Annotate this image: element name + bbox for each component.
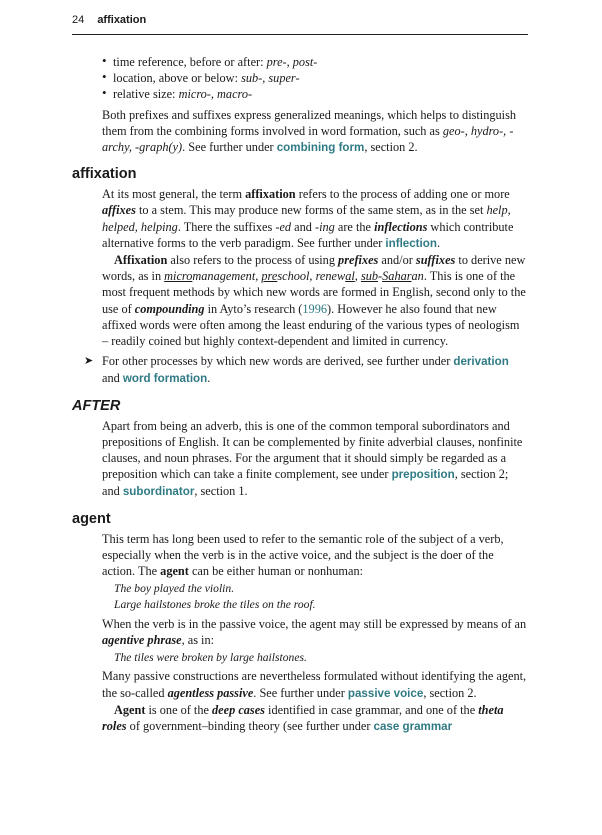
agent-paragraph-2: When the verb is in the passive voice, the agent may still be expressed by means of an agentive phrase, as in: — [102, 616, 527, 647]
list-item: • relative size: micro-, macro- — [102, 86, 528, 102]
agent-paragraph-1: This term has long been used to refer to the semantic role of the subject of a verb, especially when the verb is in the active voice, and the subject is the doer of the action. The agent can be either human or nonhuman: — [102, 531, 504, 579]
list-item: • location, above or below: sub-, super- — [102, 70, 528, 86]
agent-paragraph-3: Many passive constructions are nevertheless formulated without identifying the agent, the so-called agentless passive. See further under passive voice, section 2. — [102, 669, 527, 700]
affixation-paragraph-1: At its most general, the term affixation refers to the process of adding one or more affixes to a stem. This may produce new forms of the same stem, as in the set help, helped, helping. There the suffixes -ed and -ing are the inflections which contribute alternative forms to the verb paradigm. See further under inflection. — [102, 187, 514, 250]
entry-heading-after: AFTER — [72, 397, 121, 414]
example-sentence: Large hailstones broke the tiles on the roof. — [114, 598, 316, 612]
xref-link[interactable]: derivation — [453, 355, 509, 369]
xref-link[interactable]: case grammar — [373, 719, 453, 733]
entry-heading-affixation: affixation — [72, 166, 137, 183]
agent-paragraph-4: Agent is one of the deep cases identified in case grammar, and one of the theta roles of government–binding theory (see further under case grammar — [102, 702, 504, 733]
page-number: 24 — [72, 14, 85, 26]
affixation-paragraph-2: Affixation also refers to the process of using prefixes and/or suffixes to derive new words, as in micromanagement, preschool, renewal, sub-Saharan. This is one of the most frequent methods by which new words are formed in English, second only to the use of compounding in Ayto’s research (1996). However he also found that new affixed words were often among the least enduring of the various types of neologism – readily coined but highly context-dependent and limited in currency. — [102, 253, 526, 349]
xref-link[interactable]: preposition — [391, 468, 455, 482]
xref-link[interactable]: passive voice — [347, 686, 424, 700]
xref-link[interactable]: inflection — [385, 236, 437, 250]
arrow-icon: ➤ — [84, 355, 94, 368]
xref-link[interactable]: combining form — [276, 141, 365, 155]
citation-year[interactable]: 1996 — [302, 301, 327, 316]
example-sentence: The tiles were broken by large hailstones. — [114, 651, 307, 665]
see-also-note: ➤ For other processes by which new words are derived, see further under derivation and word formation. — [84, 354, 509, 386]
xref-link[interactable]: subordinator — [122, 485, 195, 499]
entry-heading-agent: agent — [72, 510, 111, 527]
bullet-list — [102, 54, 528, 103]
example-sentence: The boy played the violin. — [114, 582, 235, 596]
intro-paragraph: Both prefixes and suffixes express generalized meanings, which helps to distinguish them from the combining forms involved in word formation, such as geo-, hydro-, -archy, -graph(y). See further under combining form, section 2. — [102, 107, 517, 155]
list-item: • time reference, before or after: pre-, post- — [102, 54, 528, 70]
running-head: affixation — [97, 14, 147, 26]
page-header — [72, 14, 528, 35]
xref-link[interactable]: word formation — [122, 372, 208, 386]
after-paragraph: Apart from being an adverb, this is one of the common temporal subordinators and prepositions of English. It can be complemented by finite adverbial clauses, nonfinite clauses, and noun phrases. For the argument that it should simply be regarded as a preposition which can take a finite complement, see under preposition, section 2; and subordinator, section 1. — [102, 418, 523, 499]
page-body — [72, 54, 528, 735]
